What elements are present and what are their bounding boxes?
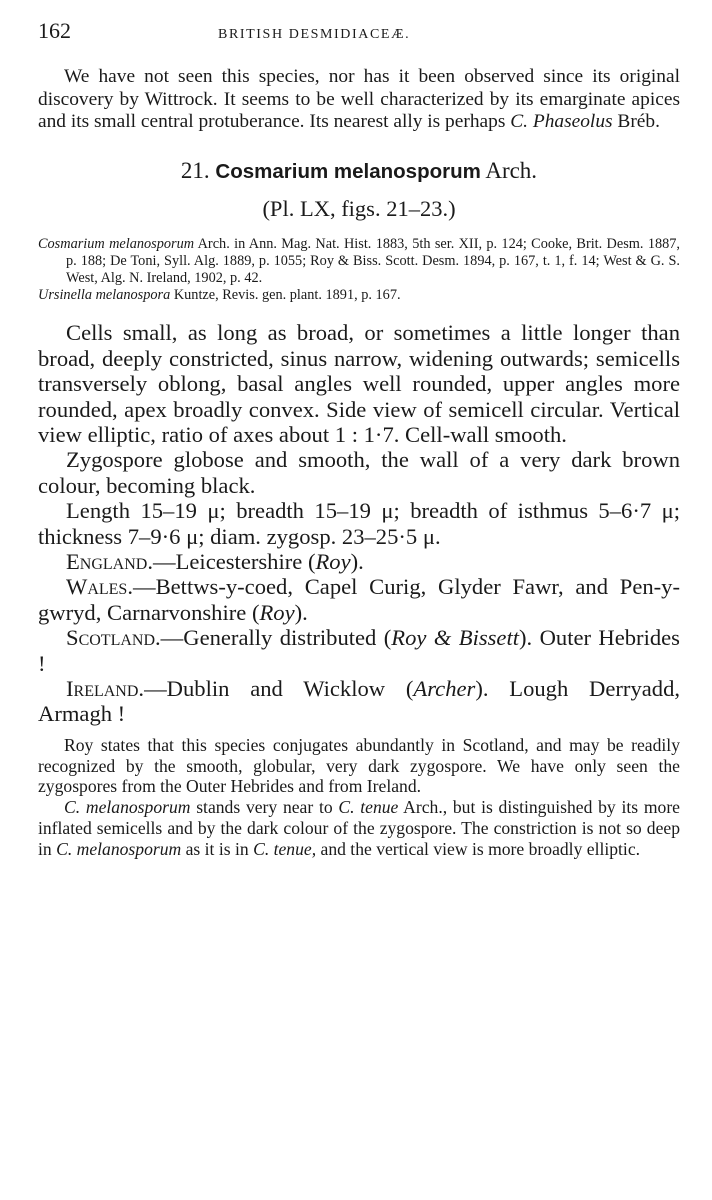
synonymy-block xyxy=(38,236,680,305)
synonym-name: Ursinella melanospora xyxy=(38,287,171,304)
species-ref: C. tenue xyxy=(338,797,399,818)
species-ref: C. melanosporum xyxy=(56,838,182,859)
zygospore-description: Zygospore globose and smooth, the wall of a very dark brown colour, becoming black. xyxy=(38,447,680,498)
synonym-name: Cosmarium melanosporum xyxy=(38,235,195,252)
locality-text-end: ). Lough Derryadd, Armagh ! xyxy=(38,676,681,727)
measurements: Length 15–19 μ; breadth 15–19 μ; breadth of isthmus 5–6·7 μ; thickness 7–9·6 μ; diam. zygosp. 23–25·5 μ. xyxy=(38,498,680,549)
distribution-england xyxy=(38,549,680,574)
notes-text: Arch., but is distinguished by its more inflated semicells and by the dark colour of the zygospore. The constriction is not so deep in xyxy=(38,797,680,859)
notes-text: stands very near to xyxy=(190,797,339,818)
locality-text: —Dublin and Wicklow ( xyxy=(144,676,414,701)
page-number: 162 xyxy=(38,18,71,43)
region-label: England. xyxy=(66,548,153,574)
locality-text: —Leicestershire ( xyxy=(153,548,316,574)
distribution-wales xyxy=(38,574,680,625)
notes-paragraph xyxy=(38,797,680,859)
collector-name: Roy & Bissett xyxy=(391,625,520,651)
collector-name: Roy xyxy=(315,548,351,574)
locality-text-end: ). xyxy=(350,548,364,574)
intro-text: We have not seen this species, nor has it been observed since its original discovery by Wittrock. It seems to be well characterized by its emarginate apices and its small central protuberance. Its nearest ally is perhaps xyxy=(38,66,680,132)
plate-reference: (Pl. LX, figs. 21–23.) xyxy=(262,195,456,221)
locality-text: —Generally distributed ( xyxy=(160,625,392,651)
running-title: BRITISH DESMIDIACEÆ. xyxy=(218,27,411,42)
synonymy-entry xyxy=(38,236,680,288)
species-author: Arch. xyxy=(485,157,538,183)
intro-text-end: Bréb. xyxy=(612,111,660,132)
locality-text: —Bettws-y-coed, Capel Curig, Glyder Fawr, and Pen-y-gwryd, Carnarvonshire ( xyxy=(38,574,680,625)
species-ref: C. tenue, xyxy=(253,838,317,859)
intro-species-ref: C. Phaseolus xyxy=(510,111,613,132)
region-label: Ireland. xyxy=(66,676,145,701)
synonymy-entry xyxy=(38,287,680,304)
locality-text-end: ). xyxy=(294,599,308,625)
running-head xyxy=(38,18,680,52)
synonym-citation: Kuntze, Revis. gen. plant. 1891, p. 167. xyxy=(170,287,401,304)
collector-name: Archer xyxy=(413,676,476,701)
species-ref: C. melanosporum xyxy=(64,797,191,818)
notes-text: and the vertical view is more broadly elliptic. xyxy=(316,838,641,859)
synonym-citation: Arch. in Ann. Mag. Nat. Hist. 1883, 5th ser. XII, p. 124; Cooke, Brit. Desm. 1887, p. 188; De Toni, Syll. Alg. 1889, p. 1055; Roy & Biss. Scott. Desm. 1894, p. 167, t. 1, f. 14; West & G. S. West, Alg. N. Ireland, 1902, p. 42. xyxy=(66,235,680,286)
distribution-ireland xyxy=(38,676,680,727)
cell-description: Cells small, as long as broad, or sometimes a little longer than broad, deeply constricted, sinus narrow, widening outwards; semicells transversely oblong, basal angles well rounded, upper angles more rounded, apex broadly convex. Side view of semicell circular. Vertical view elliptic, ratio of axes about 1 : 1·7. Cell-wall smooth. xyxy=(38,320,680,447)
notes-paragraph: Roy states that this species conjugates abundantly in Scotland, and may be readily recognized by the smooth, globular, very dark zygospore. We have only seen the zygospores from the Outer Hebrides and from Ireland. xyxy=(38,734,680,797)
notes-text: as it is in xyxy=(181,838,254,859)
collector-name: Roy xyxy=(259,599,295,625)
intro-paragraph xyxy=(38,66,680,134)
book-page xyxy=(38,18,680,860)
region-label: Scotland. xyxy=(66,625,161,651)
species-name: Cosmarium melanosporum xyxy=(215,159,481,183)
locality-text-end: ). Outer Hebrides ! xyxy=(38,625,680,676)
region-label: Wales. xyxy=(66,574,133,600)
species-heading xyxy=(38,158,680,184)
species-number: 21. xyxy=(180,157,210,183)
distribution-scotland xyxy=(38,625,680,676)
